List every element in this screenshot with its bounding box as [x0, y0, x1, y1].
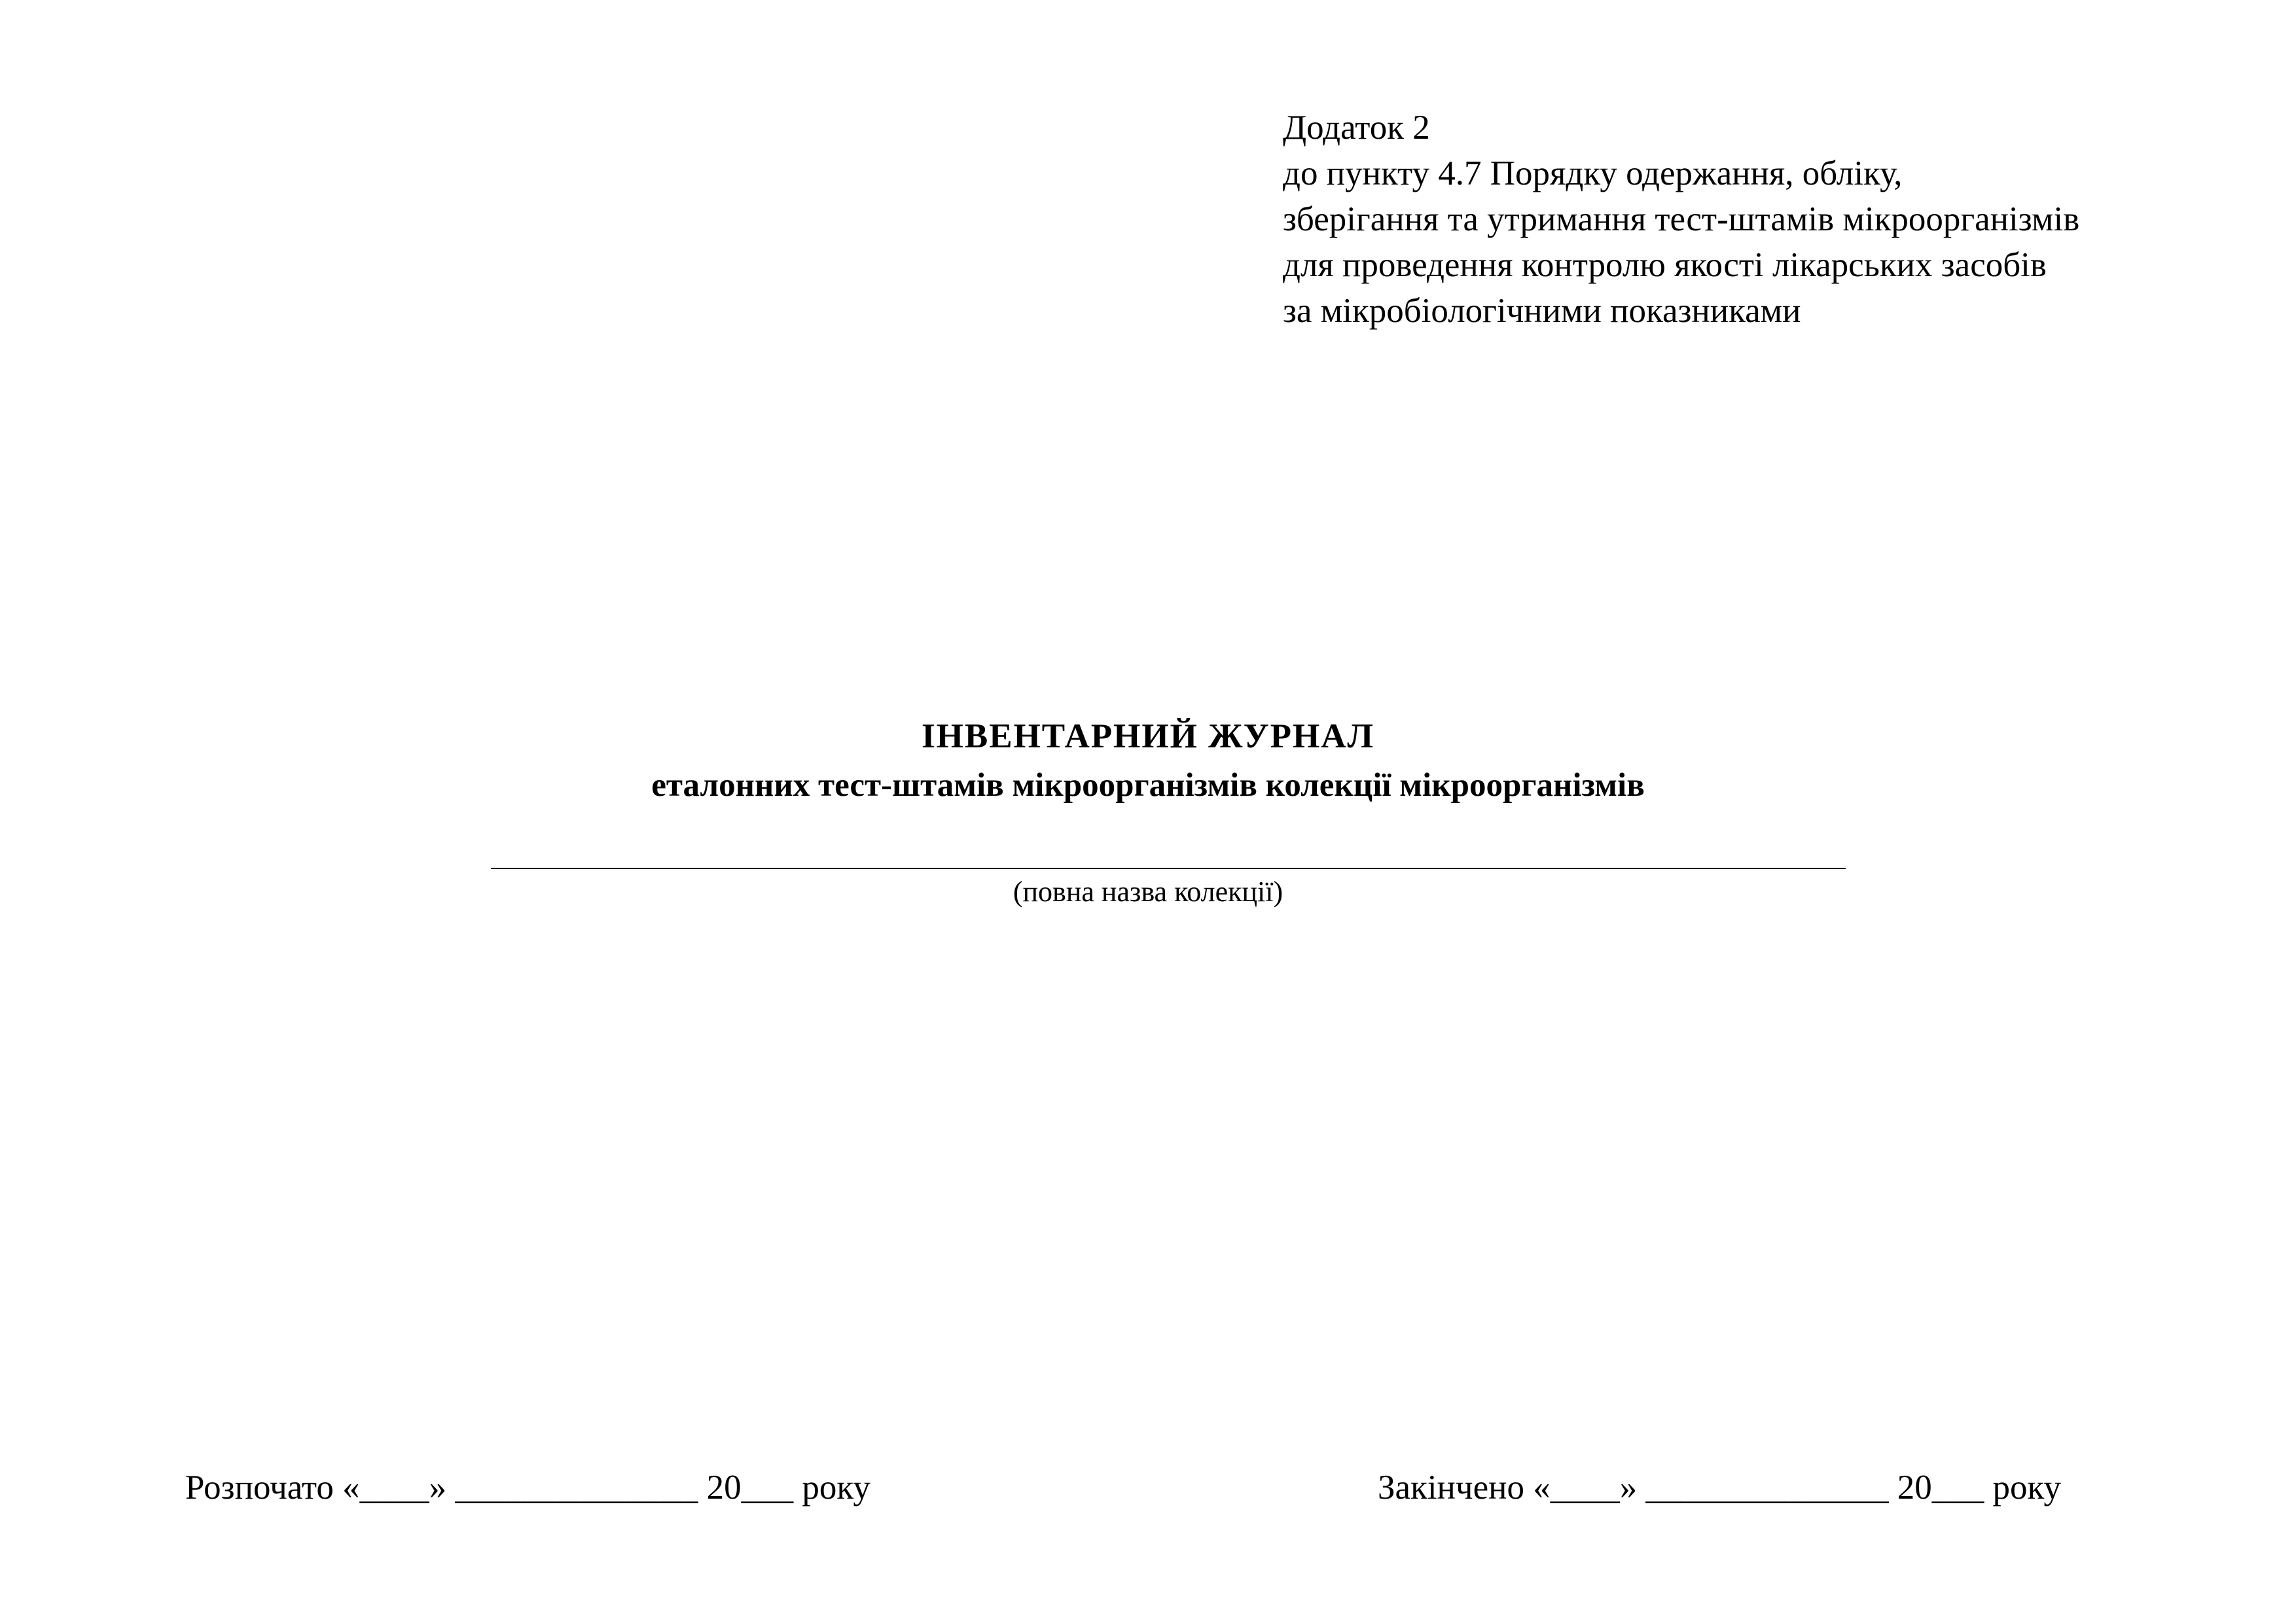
document-title-block	[0, 709, 2296, 807]
appendix-line-2: до пункту 4.7 Порядку одержання, обліку,	[1283, 154, 1903, 192]
collection-name-line	[491, 868, 1846, 869]
appendix-line-5: за мікробіологічними показниками	[1283, 292, 1801, 330]
appendix-reference	[1283, 105, 2079, 334]
finished-date-line: Закінчено «____» ______________ 20___ року	[1378, 1469, 2061, 1507]
started-date-line: Розпочато «____» ______________ 20___ року	[185, 1469, 870, 1507]
document-title: ІНВЕНТАРНИЙ ЖУРНАЛ	[922, 717, 1374, 755]
appendix-line-3: зберігання та утримання тест-штамів мікроорганізмів	[1283, 200, 2080, 238]
collection-name-caption: (повна назва колекції)	[1013, 876, 1283, 908]
document-subtitle: еталонних тест-штамів мікроорганізмів колекції мікроорганізмів	[651, 767, 1645, 804]
appendix-line-4: для проведення контролю якості лікарських засобів	[1283, 246, 2047, 284]
appendix-line-1: Додаток 2	[1283, 109, 1430, 147]
